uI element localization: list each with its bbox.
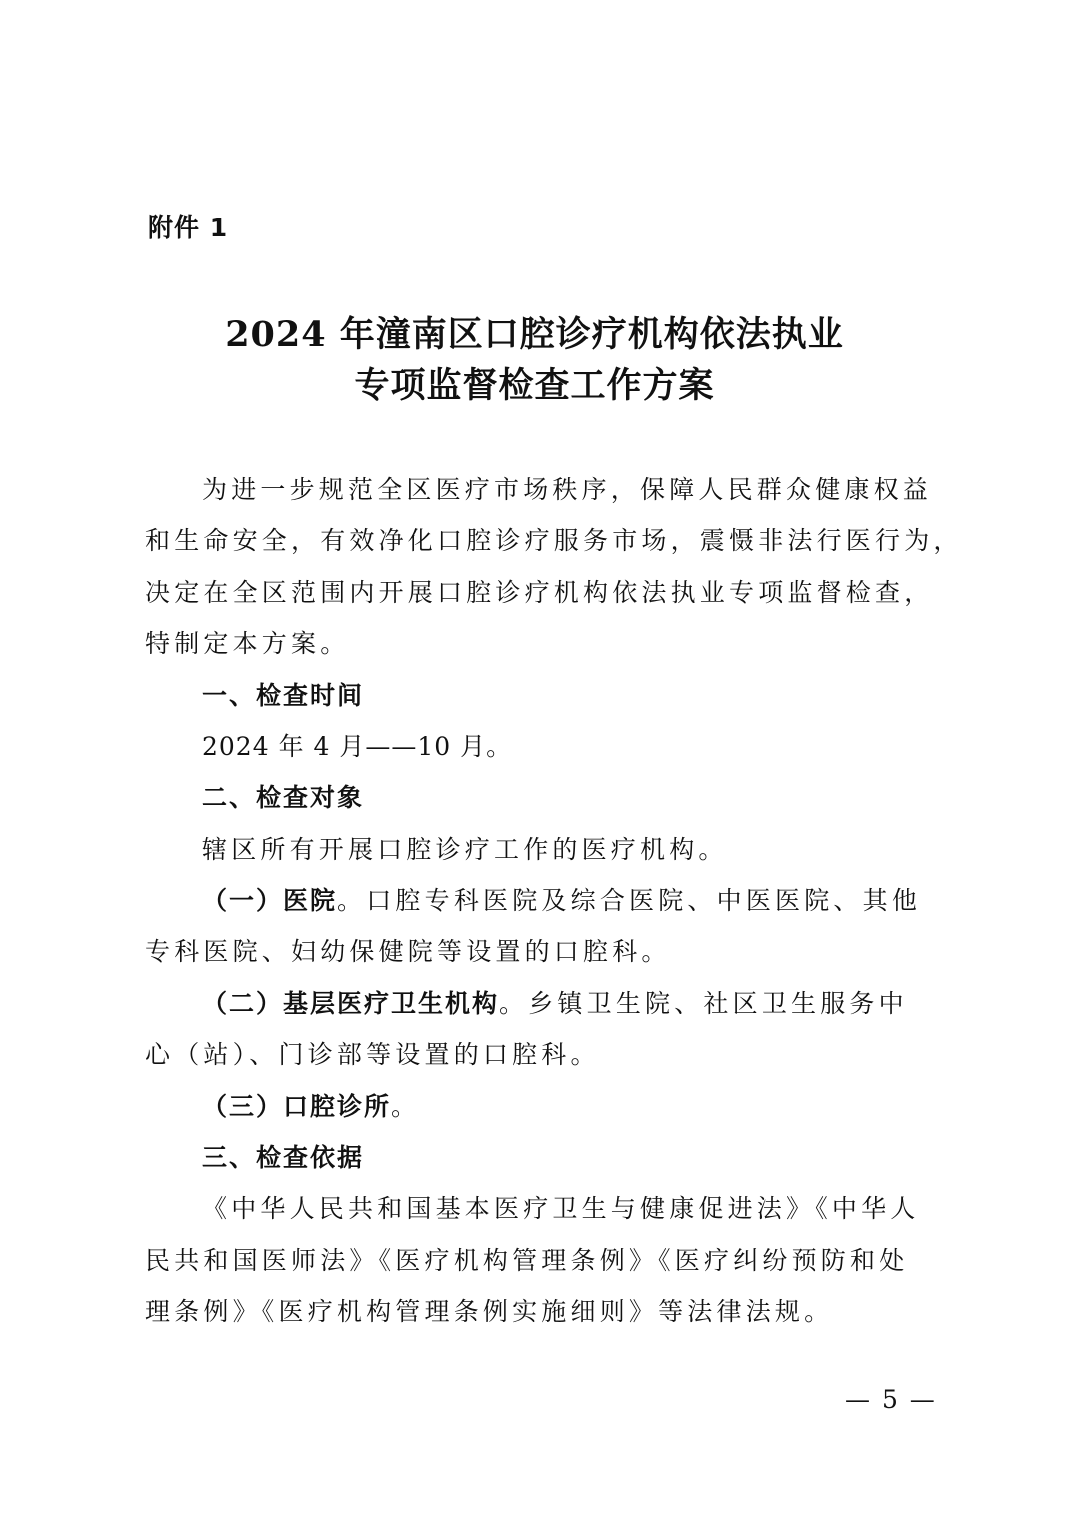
item-1-label: （一）医院 <box>202 886 338 915</box>
item-1-line-2: 专科医院、妇幼保健院等设置的口腔科。 <box>145 937 671 966</box>
intro-line-2: 和生命安全，有效净化口腔诊疗服务市场，震慑非法行医行为， <box>145 526 963 555</box>
item-3-label: （三）口腔诊所 <box>202 1092 392 1121</box>
section-3-line-2: 民共和国医师法》《医疗机构管理条例》《医疗纠纷预防和处 <box>145 1246 909 1275</box>
item-2-text: 。乡镇卫生院、社区卫生服务中 <box>499 989 908 1018</box>
section-2-text: 辖区所有开展口腔诊疗工作的医疗机构。 <box>202 835 728 864</box>
title-line-1: 2024 年潼南区口腔诊疗机构依法执业 <box>225 314 844 355</box>
section-3-line-3: 理条例》《医疗机构管理条例实施细则》等法律法规。 <box>145 1297 834 1326</box>
item-2-line-2: 心（站）、门诊部等设置的口腔科。 <box>145 1040 600 1069</box>
intro-line-1: 为进一步规范全区医疗市场秩序，保障人民群众健康权益 <box>202 475 933 504</box>
section-1-text: 2024 年 4 月——10 月。 <box>202 732 513 761</box>
intro-line-4: 特制定本方案。 <box>145 629 350 658</box>
item-1-text: 。口腔专科医院及综合医院、中医医院、其他 <box>337 886 922 915</box>
item-3-line-1 <box>202 1087 420 1123</box>
intro-line-3: 决定在全区范围内开展口腔诊疗机构依法执业专项监督检查， <box>145 578 934 607</box>
item-2-line-1 <box>202 984 908 1020</box>
page-number: — 5 — <box>845 1385 937 1414</box>
title-line-2: 专项监督检查工作方案 <box>354 365 715 406</box>
attachment-label: 附件 1 <box>148 213 229 242</box>
section-2-heading: 二、检查对象 <box>202 783 365 812</box>
item-3-text: 。 <box>391 1092 421 1121</box>
section-1-heading: 一、检查时间 <box>202 681 365 710</box>
section-3-heading: 三、检查依据 <box>202 1143 365 1172</box>
section-3-line-1: 《中华人民共和国基本医疗卫生与健康促进法》《中华人 <box>202 1194 920 1223</box>
item-1-line-1 <box>202 881 921 917</box>
item-2-label: （二）基层医疗卫生机构 <box>202 989 500 1018</box>
